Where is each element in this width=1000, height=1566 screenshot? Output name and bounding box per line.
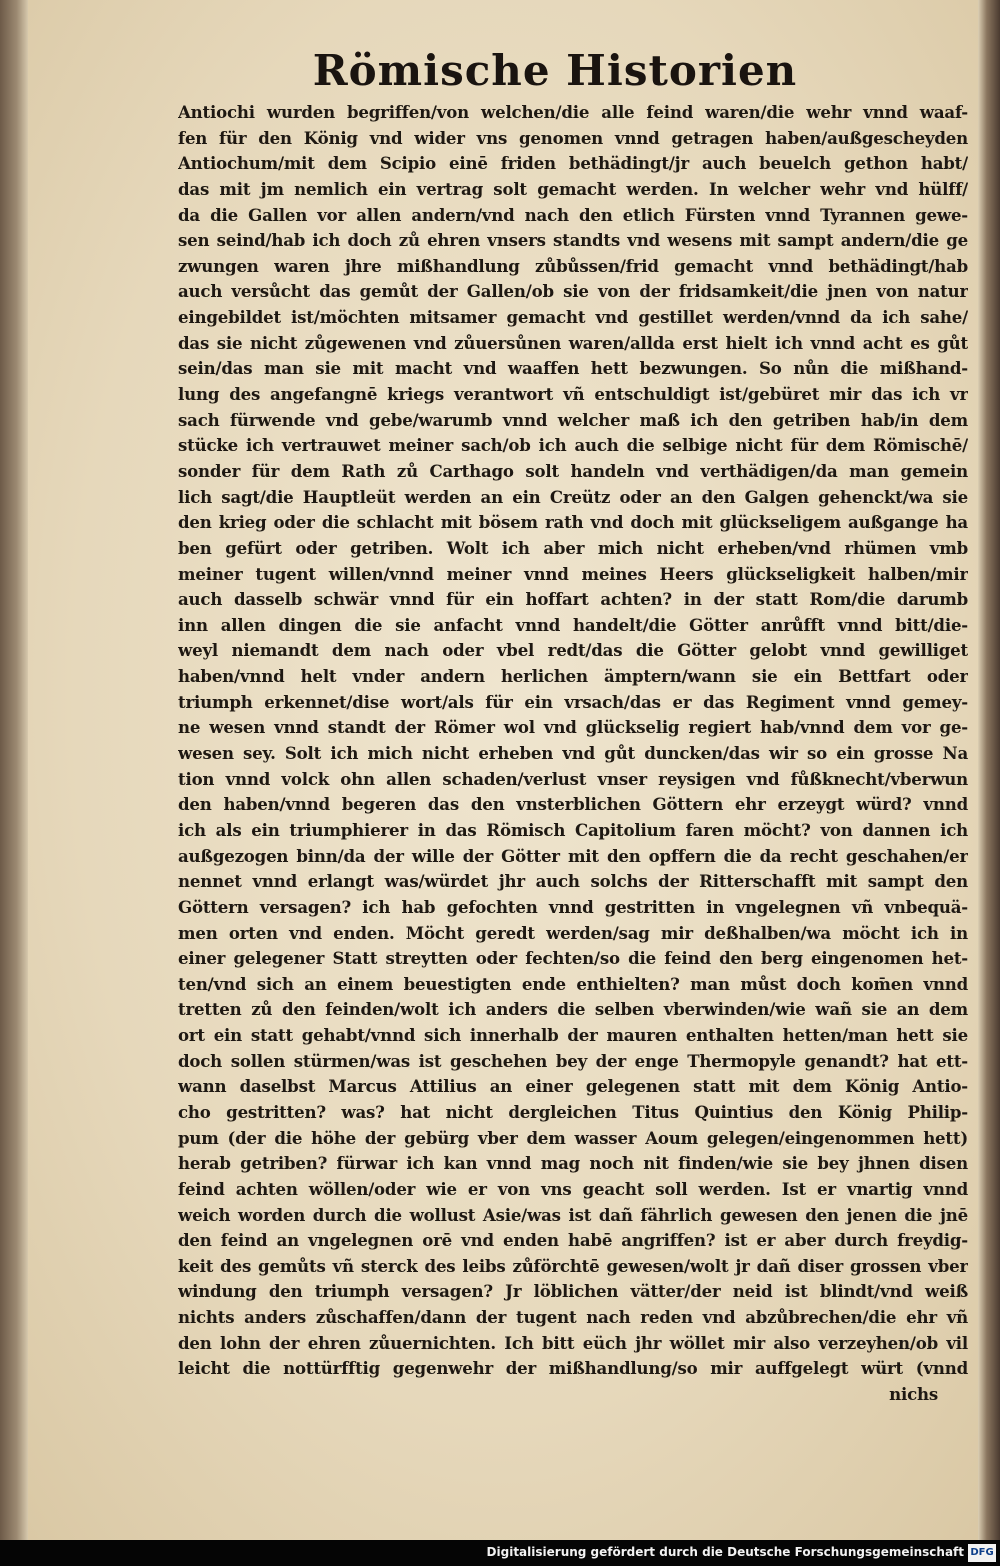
text-line: haben/vnnd helt vnder andern herlichen ämptern/wann sie ein Bettfart oder xyxy=(178,666,968,687)
text-line: stücke ich vertrauwet meiner sach/ob ich auch die selbige nicht für dem Römischē/ xyxy=(178,435,968,456)
text-line: fen für den König vnd wider vns genomen vnnd getragen haben/außgescheyden xyxy=(178,127,968,148)
text-line: Antiochum/mit dem Scipio einē friden bethädingt/jr auch beuelch gethon habt/ xyxy=(178,153,968,174)
text-line: meiner tugent willen/vnnd meiner vnnd meines Heers glückseligkeit halben/mir xyxy=(178,563,968,584)
text-line: weyl niemandt dem nach oder vbel redt/das die Götter gelobt vnnd gewilliget xyxy=(178,640,968,661)
text-line: windung den triumph versagen? Jr löblichen vätter/der neid ist blindt/vnd weiß xyxy=(178,1281,968,1302)
catchword: nichs xyxy=(889,1384,938,1405)
text-line: keit des gemůts vñ sterck des leibs zůförchtē gewesen/wolt jr dañ diser grossen vber xyxy=(178,1255,968,1276)
text-line: sach fürwende vnd gebe/warumb vnnd welcher maß ich den getriben hab/in dem xyxy=(178,409,968,430)
text-line: zwungen waren jhre mißhandlung zůbůssen/frid gemacht vnnd bethädingt/hab xyxy=(178,255,968,276)
text-line: das sie nicht zůgewenen vnd zůuersůnen waren/allda erst hielt ich vnnd acht es gůt xyxy=(178,332,968,353)
text-line: tion vnnd volck ohn allen schaden/verlust vnser reysigen vnd fůßknecht/vberwun xyxy=(178,768,968,789)
text-line: den haben/vnnd begeren das den vnsterblichen Göttern ehr erzeygt würd? vnnd xyxy=(178,794,968,815)
text-line: nennet vnnd erlangt was/würdet jhr auch solchs der Ritterschafft mit sampt den xyxy=(178,871,968,892)
text-line: herab getriben? fürwar ich kan vnnd mag noch nit finden/wie sie bey jhnen disen xyxy=(178,1153,968,1174)
text-line: wesen sey. Solt ich mich nicht erheben vnd gůt duncken/das wir so ein grosse Na xyxy=(178,743,968,764)
text-line: feind achten wöllen/oder wie er von vns geacht soll werden. Ist er vnartig vnnd xyxy=(178,1178,968,1199)
text-line: ort ein statt gehabt/vnnd sich innerhalb der mauren enthalten hetten/man hett sie xyxy=(178,1025,968,1046)
text-line: inn allen dingen die sie anfacht vnnd handelt/die Götter anrůfft vnnd bitt/die- xyxy=(178,614,968,635)
text-line: den krieg oder die schlacht mit bösem rath vnd doch mit glückseligem außgange ha xyxy=(178,512,968,533)
text-line: auch versůcht das gemůt der Gallen/ob sie von der fridsamkeit/die jnen von natur xyxy=(178,281,968,302)
footer-bar xyxy=(0,1540,1000,1566)
text-line: lich sagt/die Hauptleüt werden an ein Creütz oder an den Galgen gehenckt/wa sie xyxy=(178,486,968,507)
text-line: außgezogen binn/da der wille der Götter mit den opffern die da recht geschahen/er xyxy=(178,845,968,866)
text-line: ben gefürt oder getriben. Wolt ich aber mich nicht erheben/vnd rhümen vmb xyxy=(178,537,968,558)
text-line: eingebildet ist/möchten mitsamer gemacht vnd gestillet werden/vnnd da ich sahe/ xyxy=(178,307,968,328)
page-edge-right xyxy=(978,0,1000,1540)
text-line: Antiochi wurden begriffen/von welchen/die alle feind waren/die wehr vnnd waaf- xyxy=(178,102,968,122)
text-line: triumph erkennet/dise wort/als für ein vrsach/das er das Regiment vnnd gemey- xyxy=(178,691,968,712)
body-text xyxy=(178,100,968,1408)
text-line: cho gestritten? was? hat nicht dergleichen Titus Quintius den König Philip- xyxy=(178,1101,968,1122)
text-line: doch sollen stürmen/was ist geschehen bey der enge Thermopyle genandt? hat ett- xyxy=(178,1050,968,1071)
running-head: Römische Historien xyxy=(312,46,798,95)
text-line: ich als ein triumphierer in das Römisch Capitolium faren möcht? von dannen ich xyxy=(178,819,968,840)
dfg-logo: DFG xyxy=(968,1544,996,1562)
text-line: pum (der die höhe der gebürg vber dem wasser Aoum gelegen/eingenommen hett) xyxy=(178,1127,968,1148)
text-line: das mit jm nemlich ein vertrag solt gemacht werden. In welcher wehr vnd hülff/ xyxy=(178,178,968,199)
text-line: den lohn der ehren zůuernichten. Ich bitt eüch jhr wöllet mir also verzeyhen/ob vil xyxy=(178,1332,968,1353)
text-line: ne wesen vnnd standt der Römer wol vnd glückselig regiert hab/vnnd dem vor ge- xyxy=(178,717,968,738)
text-line: sonder für dem Rath zů Carthago solt handeln vnd verthädigen/da man gemein xyxy=(178,460,968,481)
text-line: ten/vnd sich an einem beuestigten ende enthielten? man můst doch kom̄en vnnd xyxy=(178,973,968,994)
text-line: lung des angefangnē kriegs verantwort vñ entschuldigt ist/gebüret mir das ich vr xyxy=(178,384,968,405)
text-line: leicht die nottürfftig gegenwehr der mißhandlung/so mir auffgelegt würt (vnnd xyxy=(178,1358,968,1379)
page-gutter-left xyxy=(0,0,28,1540)
text-line: da die Gallen vor allen andern/vnd nach den etlich Fürsten vnnd Tyrannen gewe- xyxy=(178,204,968,225)
text-line: nichts anders zůschaffen/dann der tugent nach reden vnd abzůbrechen/die ehr vñ xyxy=(178,1307,968,1328)
text-line: auch dasselb schwär vnnd für ein hoffart achten? in der statt Rom/die darumb xyxy=(178,589,968,610)
text-line: sen seind/hab ich doch zů ehren vnsers standts vnd wesens mit sampt andern/die ge xyxy=(178,230,968,251)
footer-credit: Digitalisierung gefördert durch die Deutsche Forschungsgemeinschaft xyxy=(486,1545,964,1559)
text-line: einer gelegener Statt streytten oder fechten/so die feind den berg eingenomen het- xyxy=(178,948,968,969)
text-line: den feind an vngelegnen orē vnd enden habē angriffen? ist er aber durch freydig- xyxy=(178,1230,968,1251)
text-line: wann daselbst Marcus Attilius an einer gelegenen statt mit dem König Antio- xyxy=(178,1076,968,1097)
text-line: Göttern versagen? ich hab gefochten vnnd gestritten in vngelegnen vñ vnbequä- xyxy=(178,896,968,917)
text-line: weich worden durch die wollust Asie/was ist dañ fährlich gewesen den jenen die jnē xyxy=(178,1204,968,1225)
text-line: tretten zů den feinden/wolt ich anders die selben vberwinden/wie wañ sie an dem xyxy=(178,999,968,1020)
text-line: men orten vnd enden. Möcht geredt werden/sag mir deßhalben/wa möcht ich in xyxy=(178,922,968,943)
text-line: sein/das man sie mit macht vnd waaffen hett bezwungen. So nůn die mißhand- xyxy=(178,358,968,379)
